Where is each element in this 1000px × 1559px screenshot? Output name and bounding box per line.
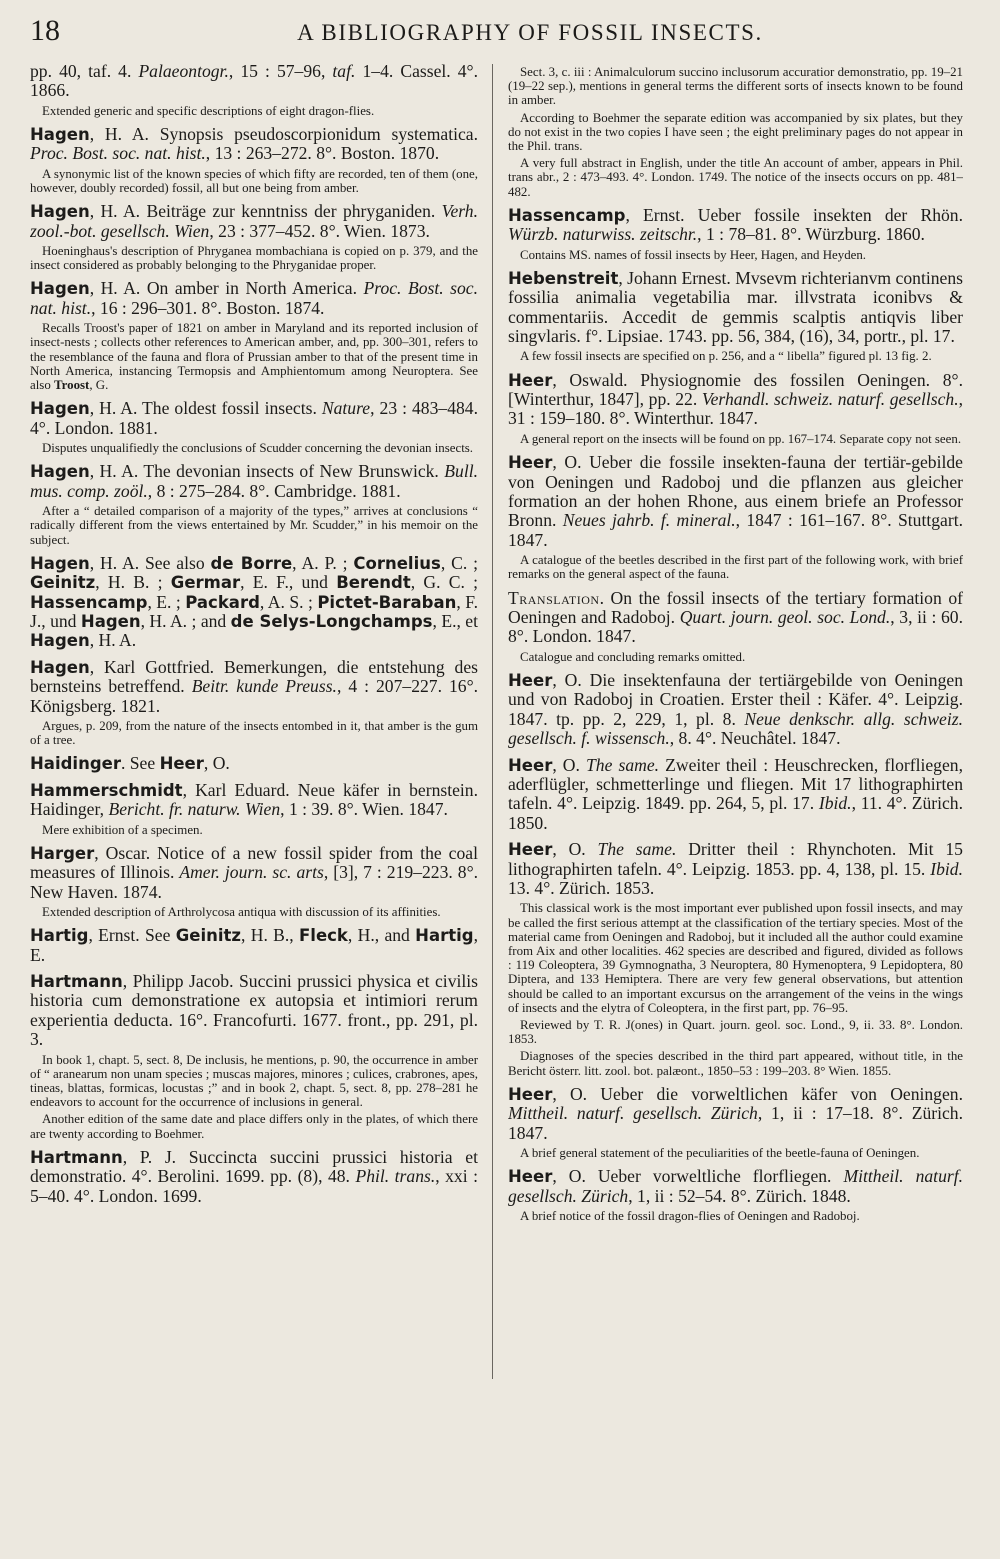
bibliography-entry <box>30 554 478 651</box>
author-name: Hagen <box>30 279 90 299</box>
bibliography-entry <box>30 926 478 965</box>
entry-text: , Karl Eduard. Neue käfer in bernstein. Haidinger, <box>30 779 478 820</box>
entry-annotation: Catalogue and concluding remarks omitted. <box>520 649 746 664</box>
author-name: Hagen <box>30 399 90 419</box>
author-name: Hebenstreit <box>508 268 619 288</box>
author-name: Germar <box>170 573 241 593</box>
entry-text: , O. <box>203 753 230 774</box>
entry-text: , 23 : 483–484. 4°. London. 1881. <box>30 398 478 438</box>
entry-annotation <box>508 1018 963 1046</box>
italic-citation: Nature <box>321 398 371 419</box>
bibliography-entry <box>30 399 478 455</box>
entry-annotation: Contains MS. names of fossil insects by Heer, Hagen, and Heyden. <box>520 247 867 262</box>
entry-annotation: This classical work is the most important ever published upon fossil insects, and may be called the first serious attempt at the classification of the tertiary species. Most of the material came from Oeningen and Radoboj, but it included all the author could examine from Aix and other localities. 462 species are described and figured, divided as follows : 119 Coleoptera, 39 Gymnognatha, 3 Neuroptera, 80 Hymenoptera, 9 Lepidoptera, 80 Diptera, and 133 Hemiptera. There are very few general observations, but attention should be called to an important excursus on the arrangement of the veins in the wings of insects and the elytra of Coleoptera, in the first part, pp. 76–95. <box>508 901 963 1015</box>
entry-text: , H. A. On amber in North America. <box>89 278 364 299</box>
entry-citation <box>30 926 478 965</box>
entry-text: , H. B. ; <box>95 572 171 593</box>
author-name: Hagen <box>80 611 141 631</box>
entry-annotation: A synonymic list of the known species of which fifty are recorded, ten of them (one, however, doubly recorded) fossil, all but one being from amber. <box>30 166 478 196</box>
bibliography-entry <box>30 125 478 195</box>
author-name: Harger <box>30 843 95 863</box>
italic-citation: Arthrolycosa antiqua <box>167 905 277 920</box>
entry-text: , H. A. The oldest fossil insects. <box>89 398 322 419</box>
bibliography-entry <box>30 279 478 392</box>
entry-text: , Johann Ernest. Mvsevm richterianvm continens fossilia animalia vegetabilia mar. illvstrata iconibvs & commentariis. Accedit de gemmis scalptis antiqvis liber singvlaris. f°. Lipsiae. 1743. pp. 56, 384, (16), 34, portr., pl. 17. <box>508 267 963 347</box>
bibliography-entry <box>508 371 963 446</box>
entry-text: , H. B., <box>241 925 300 946</box>
entry-citation <box>30 1148 478 1206</box>
entry-text: with discussion of its affinities. <box>276 905 441 920</box>
italic-citation: Proc. Bost. soc. nat. hist. <box>30 278 478 318</box>
author-name: Geinitz <box>30 573 96 593</box>
bibliography-entry <box>508 65 963 199</box>
bibliography-entry <box>30 462 478 546</box>
entry-text: , 4 : 207–227. 16°. Königsberg. 1821. <box>30 676 478 716</box>
entry-annotation <box>508 111 963 154</box>
entry-text: , 1, ii : 52–54. 8°. Zürich. 1848. <box>628 1185 851 1206</box>
italic-citation: taf. <box>332 62 356 81</box>
author-name: Heer <box>508 755 553 775</box>
right-column <box>508 62 963 1545</box>
author-name: Heer <box>508 1084 553 1104</box>
entry-citation <box>508 1085 963 1143</box>
entry-citation <box>508 671 963 749</box>
entry-text: , O. Ueber die vorweltlichen käfer von Oeningen. <box>552 1083 963 1104</box>
italic-citation: Mittheil. naturf. gesellsch. Zürich <box>508 1166 963 1206</box>
italic-citation: Verhandl. schweiz. naturf. gesellsch. <box>701 389 959 410</box>
entry-annotation <box>508 156 963 199</box>
entry-text: Zweiter theil : Heuschrecken, florfliegen, aderflügler, schmetterlinge und fliegen. Mit 17 lithographirten tafeln. 4°. Leipzig. 1849. pp. 264, 5, pl. 17. <box>508 754 963 814</box>
bibliography-entry <box>30 844 478 919</box>
page-number: 18 <box>30 14 60 47</box>
entry-citation <box>30 554 478 651</box>
entry-text: , A. P. ; <box>292 552 354 573</box>
entry-citation <box>30 125 478 164</box>
entry-text: , 2 : 473–493. 4°. London. 1749. The notice of the insects occurs on pp. 481–482. <box>508 170 963 199</box>
entry-citation <box>30 62 478 101</box>
italic-citation: Quart. journ. geol. soc. Lond. <box>679 606 891 627</box>
entry-citation <box>30 462 478 501</box>
entry-text: According to Boehmer the separate edition was accompanied by six plates, but they do not exist in the two copies I have seen ; the eight preliminary pages do not appear in the <box>508 110 963 154</box>
entry-text: , 1850–53 : 199–203. 8° Wien. 1855. <box>700 1063 892 1078</box>
italic-citation: Phil. trans. <box>355 1166 436 1187</box>
entry-annotation: A general report on the insects will be found on pp. 167–174. Separate copy not seen. <box>520 431 962 446</box>
entry-text: Diagnoses of the species described in the third part appeared, without title, in the <box>520 1049 963 1064</box>
entry-text: , 16 : 296–301. 8°. Boston. 1874. <box>91 297 325 318</box>
italic-citation: Palaeontogr. <box>138 62 229 81</box>
italic-citation: The same. <box>586 754 660 775</box>
entry-text: A very full abstract in English, under the title An account of amber, appears in <box>520 156 939 171</box>
bibliography-entry <box>508 1167 963 1223</box>
entry-citation <box>508 269 963 347</box>
entry-text: , E., et <box>432 610 478 631</box>
entry-annotation: A brief general statement of the peculiarities of the beetle-fauna of Oeningen. <box>520 1146 920 1161</box>
entry-annotation: Extended generic and specific descriptions of eight dragon-flies. <box>42 103 375 118</box>
entry-text: , 1 : 39. 8°. Wien. 1847. <box>280 799 448 820</box>
italic-citation: Würzb. naturwiss. zeitschr. <box>508 224 698 245</box>
entry-annotation: Argues, p. 209, from the nature of the insects entombed in it, that amber is the gum of a tree. <box>30 718 478 748</box>
author-name: Packard <box>185 592 260 612</box>
bibliography-entry <box>508 269 963 364</box>
bibliography-entry <box>508 756 963 834</box>
entry-text: , G. C. ; <box>410 572 478 593</box>
entry-text: , 8 : 275–284. 8°. Cambridge. 1881. <box>147 480 401 501</box>
entry-text: , 15 : 57–96, <box>228 62 333 81</box>
bibliography-entry <box>508 671 963 749</box>
entry-text: , P. J. Succincta succini prussici historia et demonstratio. 4°. Berolini. 1699. pp. (8), 48. <box>30 1146 478 1187</box>
entry-text: . See <box>120 753 160 774</box>
entry-citation <box>30 399 478 438</box>
author-name: Hagen <box>30 553 90 573</box>
italic-citation: Phil. trans abr. <box>508 156 963 185</box>
entry-annotation: Sect. 3, c. iii : Animalculorum succino inclusorum accuratior demonstratio, pp. 19–21 (19–22 sep.), mentions in general terms the different sorts of insects known to be found in amber. <box>508 65 963 108</box>
entry-annotation <box>30 321 478 392</box>
author-name: Haidinger <box>30 754 121 774</box>
entry-text: , 1, ii : 17–18. 8°. Zürich. 1847. <box>508 1103 963 1143</box>
entry-annotation: After a “ detailed comparison of a majority of the types,” arrives at conclusions “ radically different from the views entertained by Mr. Scudder,” in his memoir on the subject. <box>30 504 478 547</box>
author-name: Hartmann <box>30 1147 123 1167</box>
bibliography-entry <box>30 658 478 748</box>
entry-text: Troost <box>54 378 90 393</box>
bibliography-entry <box>508 1085 963 1160</box>
entry-text: , 23 : 377–452. 8°. Wien. 1873. <box>209 220 430 241</box>
italic-citation: Quart. journ. geol. soc. Lond. <box>682 1018 842 1033</box>
entry-citation <box>508 371 963 429</box>
entry-annotation: Disputes unqualifiedly the conclusions of Scudder concerning the devonian insects. <box>42 441 474 456</box>
entry-citation <box>30 754 478 773</box>
entry-annotation <box>508 1049 963 1077</box>
author-name: Heer <box>159 754 204 774</box>
author-name: Heer <box>508 670 553 690</box>
entry-text: 13. 4°. Zürich. 1853. <box>508 878 655 899</box>
entry-citation <box>30 658 478 716</box>
author-name: Hagen <box>30 125 90 145</box>
entry-text: , F. J., und <box>30 591 478 631</box>
entry-text: Extended description of <box>42 905 168 920</box>
bibliography-entry <box>508 589 963 664</box>
entry-citation <box>508 453 963 550</box>
entry-text: , H. A. Beiträge zur kenntniss der phryganiden. <box>89 201 442 222</box>
italic-citation: Mittheil. naturf. gesellsch. Zürich <box>508 1103 758 1124</box>
entry-text: , 11. 4°. Zürich. 1850. <box>508 793 963 833</box>
italic-citation: Bericht österr. litt. zool. bot. palæont. <box>508 1063 701 1078</box>
author-name: Fleck <box>299 926 348 946</box>
page-header <box>30 14 970 54</box>
entry-text: . On the fossil insects of the tertiary formation of Oeningen and Radoboj. <box>508 587 963 627</box>
entry-annotation: Another edition of the same date and place differs only in the plates, of which there are twenty according to Boehmer. <box>30 1112 478 1141</box>
entry-text: , H. A. Synopsis pseudoscorpionidum systematica. <box>89 124 478 145</box>
author-name: Berendt <box>336 573 411 593</box>
entry-text: , E. F., und <box>240 572 337 593</box>
entry-text: , H. A. See also <box>89 552 211 573</box>
entry-annotation: A brief notice of the fossil dragon-flies of Oeningen and Radoboj. <box>520 1209 860 1224</box>
entry-citation <box>30 781 478 820</box>
author-name: Hagen <box>30 631 90 651</box>
entry-text: , 1847 : 161–167. 8°. Stuttgart. 1847. <box>508 510 963 550</box>
entry-text: , xxi : 5–40. 4°. London. 1699. <box>30 1166 478 1206</box>
entry-text: Translation <box>508 587 600 608</box>
author-name: Hartig <box>415 926 474 946</box>
bibliography-entry <box>508 453 963 581</box>
entry-text: , G. <box>89 378 109 393</box>
author-name: Heer <box>508 840 553 860</box>
entry-text: , O. <box>552 839 598 860</box>
author-name: Hammerschmidt <box>30 780 183 800</box>
entry-citation <box>30 202 478 241</box>
italic-citation: The same. <box>597 839 677 860</box>
author-name: Heer <box>508 1167 553 1187</box>
italic-citation: Beitr. kunde Preuss. <box>191 676 337 697</box>
entry-text: , H. A. <box>89 630 137 651</box>
entry-text: , 3, ii : 60. 8°. London. 1847. <box>508 606 963 647</box>
italic-citation: Proc. Bost. soc. nat. hist. <box>30 143 206 164</box>
author-name: Hartmann <box>30 972 123 992</box>
author-name: Hassencamp <box>508 205 626 225</box>
author-name: Heer <box>508 453 553 473</box>
entry-citation <box>508 840 963 898</box>
author-name: Geinitz <box>175 926 242 946</box>
entry-text: Recalls Troost's paper of 1821 on amber in Maryland and its reported inclusion of insect-nests ; collects other references to American amber, and, pp. 300–301, refers to the resemblance of the fauna and flora of Prussian amber to that of the present time in North America, instancing Termopsis and Amphientomum among Neuroptera. See also <box>30 321 478 393</box>
bibliography-entry <box>508 206 963 262</box>
entry-text: , Oswald. Physiognomie des fossilen Oeningen. 8°. [Winterthur, 1847], pp. 22. <box>508 369 963 410</box>
entry-citation <box>508 756 963 834</box>
italic-citation: Neue denkschr. allg. schweiz. gesellsch. f. wissensch. <box>508 708 963 749</box>
entry-text: Reviewed by T. R. J(ones) in <box>520 1018 683 1033</box>
italic-citation: Bericht. fr. naturw. Wien <box>108 799 281 820</box>
entry-text: , Ernst. See <box>88 925 176 946</box>
italic-citation: Bull. mus. comp. zoöl. <box>30 461 478 501</box>
entry-text: pp. 40, taf. 4. <box>30 62 139 81</box>
bibliography-entry <box>30 202 478 272</box>
left-column <box>30 62 478 1545</box>
author-name: Hassencamp <box>30 592 148 612</box>
author-name: Pictet-Baraban <box>317 592 457 612</box>
entry-text: , 8. 4°. Neuchâtel. 1847. <box>669 728 841 749</box>
entry-annotation: In book 1, chapt. 5, sect. 8, De inclusis, he mentions, p. 90, the occurrence in amber of “ aranearum non unam species ; muscas majores, minores ; culices, crabrones, apes, tineas, blattas, formicas, locustas ;” and in book 2, chapt. 5, sect. 8, pp. 278–281 he endeavors to account for the occurrence of inclusions in general. <box>30 1052 478 1110</box>
entry-text: , O. <box>552 754 586 775</box>
italic-citation: Amer. journ. sc. arts <box>179 862 324 883</box>
author-name: Hartig <box>30 926 89 946</box>
entry-text: , 1 : 78–81. 8°. Würzburg. 1860. <box>697 224 925 245</box>
italic-citation: Ibid. <box>818 793 852 814</box>
entry-text: , H. A. ; and <box>140 610 231 631</box>
entry-text: , O. Ueber vorweltliche florfliegen. <box>552 1166 844 1187</box>
column-divider <box>492 64 493 1379</box>
italic-citation: Ibid. <box>930 858 963 879</box>
entry-text: , 31 : 159–180. 8°. Winterthur. 1847. <box>508 389 963 429</box>
entry-annotation <box>30 905 478 919</box>
entry-text: , E. <box>30 925 478 965</box>
entry-text: , [3], 7 : 219–223. 8°. New Haven. 1874. <box>30 862 478 902</box>
entry-text: , C. ; <box>440 552 478 573</box>
entry-text: , A. S. ; <box>259 591 318 612</box>
entry-text: Dritter theil : Rhynchoten. Mit 15 lithographirten tafeln. 4°. Leipzig. 1853. pp. 4, 138, pl. 15. <box>508 839 963 879</box>
entry-text: , H. A. The devonian insects of New Brunswick. <box>89 461 445 482</box>
bibliography-entry <box>30 781 478 837</box>
entry-text: , O. Die insektenfauna der tertiärgebilde von Oeningen und von Radoboj in Croatien. Erster theil : Käfer. 4°. Leipzig. 1847. tp. pp. 2, 229, 1, pl. 8. <box>508 669 963 729</box>
author-name: Hagen <box>30 657 90 677</box>
entry-citation <box>30 972 478 1050</box>
entry-text: , E. ; <box>147 591 186 612</box>
entry-text: , H., and <box>347 925 416 946</box>
entry-text: , Ernst. Ueber fossile insekten der Rhön. <box>625 204 963 225</box>
entry-text: , O. Ueber die fossile insekten-fauna der tertiär-gebilde von Oeningen und Radoboj und die pflanzen aus gleicher formation an der hohen Rhone, aus einem briefe an Professor Bronn. <box>508 452 963 531</box>
bibliography-entry <box>30 1148 478 1206</box>
entry-citation <box>30 844 478 902</box>
entry-citation <box>508 589 963 647</box>
entry-annotation: A catalogue of the beetles described in the first part of the following work, with brief remarks on the general aspect of the fauna. <box>508 553 963 582</box>
entry-text: 1–4. Cassel. 4°. 1866. <box>30 62 478 101</box>
running-head: A BIBLIOGRAPHY OF FOSSIL INSECTS. <box>297 20 763 45</box>
italic-citation: Verh. zool.-bot. gesellsch. Wien <box>30 201 478 241</box>
bibliography-entry <box>30 972 478 1141</box>
italic-citation: Neues jahrb. f. mineral. <box>562 510 736 531</box>
entry-annotation: Mere exhibition of a specimen. <box>42 822 203 837</box>
entry-citation <box>508 206 963 245</box>
entry-annotation: A few fossil insects are specified on p. 256, and a “ libella” figured pl. 13 fig. 2. <box>520 349 932 364</box>
author-name: de Selys-Longchamps <box>230 611 433 631</box>
author-name: Heer <box>508 370 553 390</box>
entry-text: , Karl Gottfried. Bemerkungen, die entstehung des bernsteins betreffend. <box>30 656 478 697</box>
entry-citation <box>508 1167 963 1206</box>
author-name: de Borre <box>210 553 293 573</box>
entry-citation <box>30 279 478 318</box>
bibliography-entry <box>508 840 963 1078</box>
bibliography-entry <box>30 754 478 773</box>
entry-text: , Oscar. Notice of a new fossil spider from the coal measures of Illinois. <box>30 842 478 883</box>
author-name: Cornelius <box>353 553 441 573</box>
author-name: Hagen <box>30 202 90 222</box>
author-name: Hagen <box>30 462 90 482</box>
entry-annotation: Hoeninghaus's description of Phryganea mombachiana is copied on p. 379, and the insect considered as probably belonging to the Phryganidae proper. <box>30 244 478 273</box>
italic-citation: Phil. trans. <box>526 139 583 154</box>
entry-text: , 13 : 263–272. 8°. Boston. 1870. <box>205 143 440 164</box>
entry-text: , Philipp Jacob. Succini prussici physica et civilis historia cum demonstratione ex autopsia et intimiori rerum experientia deducta. 16°. Francofurti. 1677. front., pp. 291, pl. 3. <box>30 971 478 1050</box>
entry-text: , 9, ii. 33. 8°. London. 1853. <box>508 1018 963 1047</box>
bibliography-entry <box>30 62 478 118</box>
